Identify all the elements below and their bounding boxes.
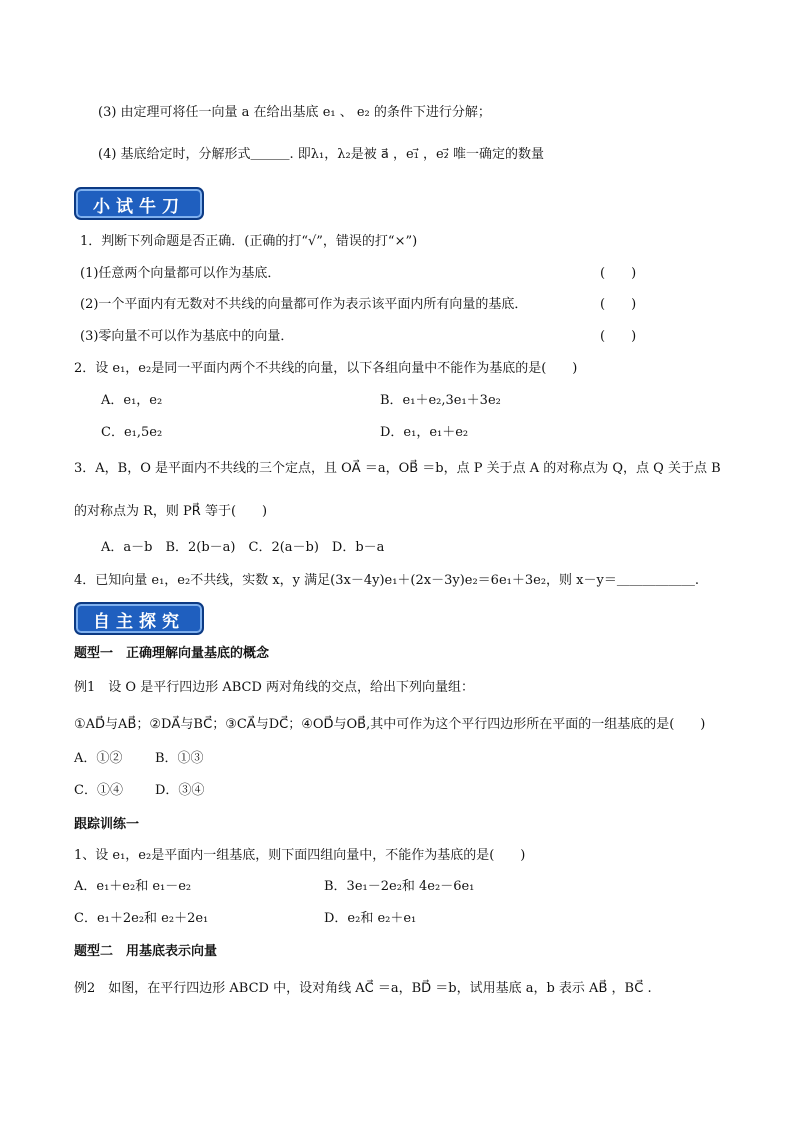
example-1-stem: 例1 设 O 是平行四边形 ABCD 两对角线的交点，给出下列向量组： (74, 680, 475, 695)
example-1-option-a: A．①② (74, 751, 123, 766)
type-1-title: 题型一 正确理解向量基底的概念 (74, 646, 270, 661)
section-banner-explore (74, 602, 204, 635)
example-2: 例2 如图，在平行四边形 ABCD 中，设对角线 AC⃗ ＝a，BD⃗ ＝b，试用基底 a，b 表示 AB⃗ ，BC⃗ . (74, 981, 652, 996)
theorem-note-3: (3) 由定理可将任一向量 a 在给出基底 e₁ 、 e₂ 的条件下进行分解； (98, 105, 491, 120)
answer-paren-3: ( ) (600, 329, 637, 344)
answer-paren-1: ( ) (600, 266, 637, 281)
example-1-option-d: D．③④ (155, 783, 205, 798)
banner-label: 自主探究 (93, 612, 185, 632)
question-2-option-a: A．e₁，e₂ (101, 393, 163, 408)
question-2-stem: 2．设 e₁，e₂是同一平面内两个不共线的向量，以下各组向量中不能作为基底的是( ) (74, 361, 578, 376)
follow-up-option-c: C．e₁＋2e₂和 e₂＋2e₁ (74, 911, 209, 926)
question-1-item-2: (2)一个平面内有无数对不共线的向量都可作为表示该平面内所有向量的基底． (80, 297, 528, 312)
question-2-option-d: D．e₁，e₁＋e₂ (380, 425, 469, 440)
question-2-option-b: B．e₁＋e₂,3e₁＋3e₂ (380, 393, 501, 408)
question-1-stem: 1．判断下列命题是否正确．(正确的打“√”，错误的打“×”) (80, 234, 418, 249)
question-3-options: A．a－b B．2(b－a) C．2(a－b) D．b－a (101, 540, 385, 555)
follow-up-option-b: B．3e₁－2e₂和 4e₂－6e₁ (324, 879, 475, 894)
question-1-item-3: (3)零向量不可以作为基底中的向量． (80, 329, 294, 344)
follow-up-title: 跟踪训练一 (74, 817, 140, 832)
banner-label: 小试牛刀 (93, 197, 185, 217)
question-4: 4．已知向量 e₁，e₂不共线，实数 x，y 满足(3x－4y)e₁＋(2x－3y)e₂＝6e₁＋3e₂，则 x－y＝＿＿＿＿＿＿. (74, 573, 699, 588)
follow-up-option-a: A．e₁＋e₂和 e₁－e₂ (74, 879, 192, 894)
example-1-option-c: C．①④ (74, 783, 123, 798)
question-2-option-c: C．e₁,5e₂ (101, 425, 163, 440)
theorem-note-4: (4) 基底给定时，分解形式＿＿＿. 即λ₁，λ₂是被 a⃗ ，e₁⃗ ，e₂⃗ 唯一确定的数量 (98, 147, 545, 162)
example-1-option-b: B．①③ (155, 751, 204, 766)
follow-up-option-d: D．e₂和 e₂＋e₁ (324, 911, 417, 926)
type-2-title: 题型二 用基底表示向量 (74, 944, 218, 959)
question-3-line-1: 3．A，B，O 是平面内不共线的三个定点，且 OA⃗ ＝a，OB⃗ ＝b，点 P 关于点 A 的对称点为 Q，点 Q 关于点 B (74, 461, 721, 476)
question-1-item-1: (1)任意两个向量都可以作为基底． (80, 266, 281, 281)
follow-up-stem: 1、设 e₁，e₂是平面内一组基底，则下面四组向量中，不能作为基底的是( ) (74, 848, 526, 863)
section-banner-practice (74, 187, 204, 220)
example-1-vectors: ①AD⃗与AB⃗；②DA⃗与BC⃗；③CA⃗与DC⃗；④OD⃗与OB⃗,其中可作为这个平行四边形所在平面的一组基底的是( ) (74, 717, 706, 732)
answer-paren-2: ( ) (600, 297, 637, 312)
question-3-line-2: 的对称点为 R，则 PR⃗ 等于( ) (74, 504, 268, 519)
